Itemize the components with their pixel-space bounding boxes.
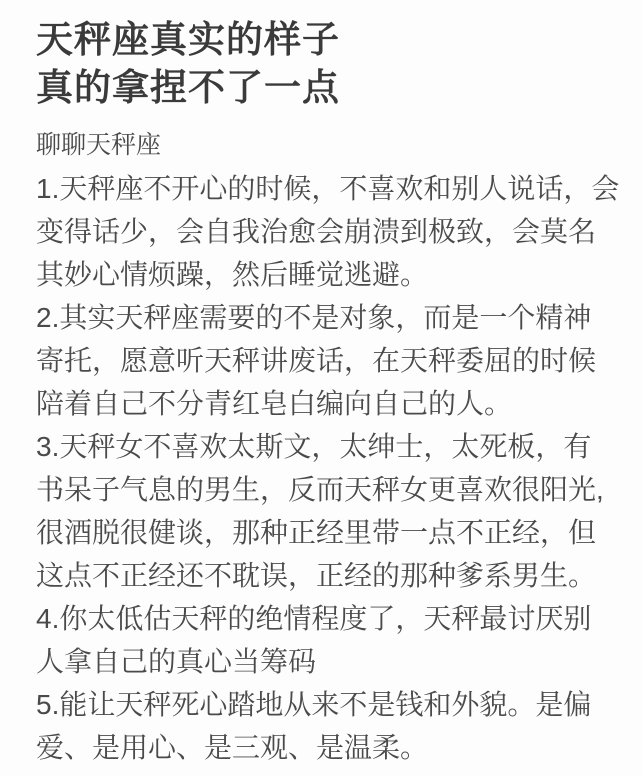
post-subtitle: 聊聊天秤座 bbox=[36, 131, 162, 159]
paragraph-4 bbox=[36, 597, 632, 683]
paragraph-5 bbox=[36, 683, 632, 769]
post-title-line-2: 真的拿捏不了一点 bbox=[36, 67, 340, 108]
text-line: 很酒脱很健谈，那种正经里带一点不正经，但 bbox=[36, 517, 597, 548]
text-line: 变得话少，会自我治愈会崩溃到极致，会莫名 bbox=[36, 216, 597, 247]
text-line: 人拿自己的真心当筹码 bbox=[36, 646, 317, 677]
paragraph-1 bbox=[36, 167, 632, 296]
paragraph-3 bbox=[36, 425, 632, 597]
text-line: 爱、是用心、是三观、是温柔。 bbox=[36, 732, 429, 763]
text-line: 3.天秤女不喜欢太斯文，太绅士，太死板，有 bbox=[36, 431, 592, 462]
text-line: 1.天秤座不开心的时候，不喜欢和别人说话，会 bbox=[36, 173, 620, 204]
text-line: 4.你太低估天秤的绝情程度了，天秤最讨厌别 bbox=[36, 603, 592, 634]
post-body bbox=[36, 167, 632, 769]
post-title bbox=[36, 16, 632, 112]
text-line: 这点不正经还不耽误，正经的那种爹系男生。 bbox=[36, 560, 597, 591]
text-line: 陪着自己不分青红皂白编向自己的人。 bbox=[36, 388, 513, 419]
text-line: 书呆子气息的男生，反而天秤女更喜欢很阳光, bbox=[36, 474, 604, 505]
text-line: 5.能让天秤死心踏地从来不是钱和外貌。是偏 bbox=[36, 689, 592, 720]
paragraph-2 bbox=[36, 296, 632, 425]
post-title-line-1: 天秤座真实的样子 bbox=[36, 19, 340, 60]
text-line: 寄托，愿意听天秤讲废话，在天秤委屈的时候 bbox=[36, 345, 597, 376]
text-line: 其妙心情烦躁，然后睡觉逃避。 bbox=[36, 259, 429, 290]
text-line: 2.其实天秤座需要的不是对象，而是一个精神 bbox=[36, 302, 592, 333]
